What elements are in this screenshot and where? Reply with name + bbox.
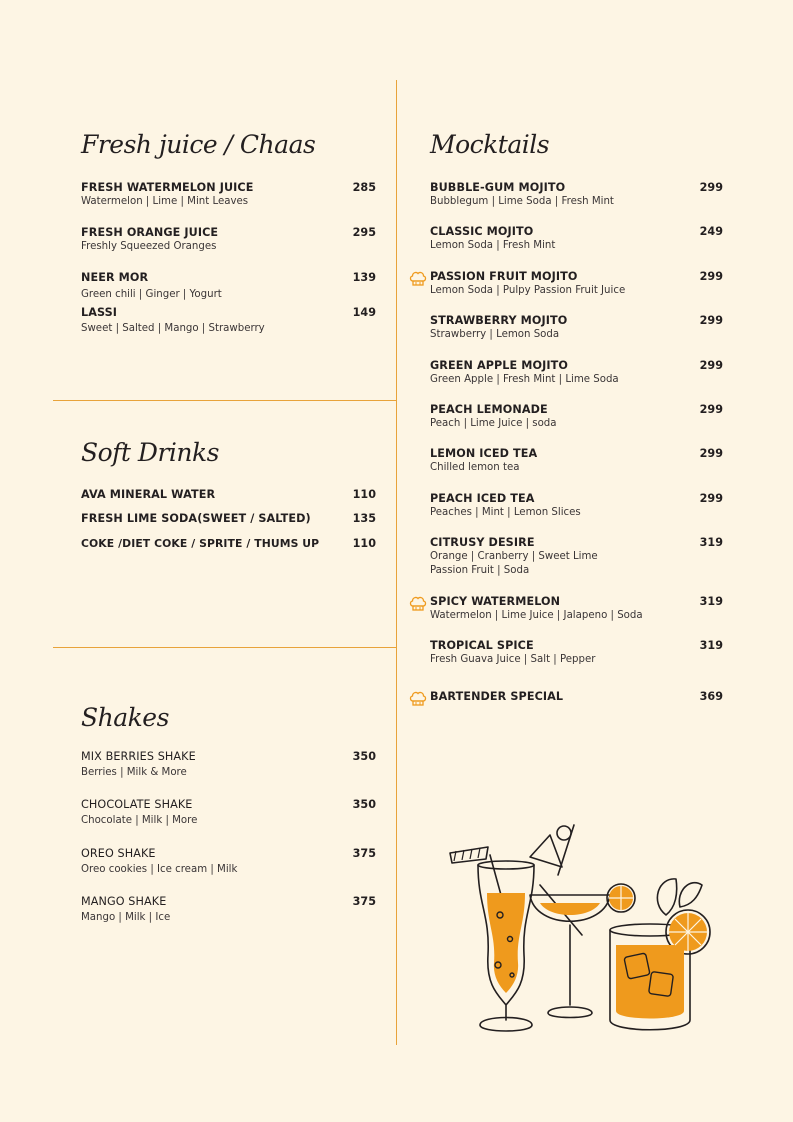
item-price: 299 (699, 314, 723, 327)
section-title-mocktails: Mocktails (430, 130, 550, 159)
menu-item (430, 359, 619, 387)
menu-item (81, 181, 253, 209)
item-name: CHOCOLATE SHAKE (81, 798, 193, 811)
menu-item (430, 403, 557, 431)
menu-item (81, 537, 319, 551)
item-price: 135 (352, 512, 376, 525)
item-name: BARTENDER SPECIAL (430, 690, 564, 703)
item-desc: Passion Fruit | Soda (430, 565, 530, 576)
item-price: 110 (352, 488, 376, 501)
menu-item (81, 306, 265, 336)
menu-item (81, 226, 218, 254)
item-name: MANGO SHAKE (81, 895, 167, 908)
item-desc: Green chili | Ginger | Yogurt (81, 289, 222, 300)
menu-item (81, 488, 215, 502)
menu-item (81, 895, 170, 925)
item-name: FRESH LIME SODA(SWEET / SALTED) (81, 512, 311, 525)
item-name: LASSI (81, 306, 118, 319)
item-desc: Chocolate | Milk | More (81, 815, 198, 826)
menu-item (430, 492, 581, 520)
item-price: 299 (699, 447, 723, 460)
item-price: 375 (352, 895, 376, 908)
item-desc: Lemon Soda | Pulpy Passion Fruit Juice (430, 285, 626, 296)
item-desc: Watermelon | Lime Juice | Jalapeno | Soda (430, 610, 643, 621)
item-name: CITRUSY DESIRE (430, 536, 535, 549)
item-price: 285 (352, 181, 376, 194)
item-name: SPICY WATERMELON (430, 595, 561, 608)
item-name: FRESH ORANGE JUICE (81, 226, 219, 239)
item-desc: Green Apple | Fresh Mint | Lime Soda (430, 374, 619, 385)
item-name: CLASSIC MOJITO (430, 225, 534, 238)
item-name: BUBBLE-GUM MOJITO (430, 181, 566, 194)
item-price: 110 (352, 537, 376, 550)
section-divider (53, 400, 396, 401)
menu-item (430, 181, 614, 209)
item-name: FRESH WATERMELON JUICE (81, 181, 254, 194)
item-name: NEER MOR (81, 271, 149, 284)
item-desc: Sweet | Salted | Mango | Strawberry (81, 323, 265, 334)
section-title-soft-drinks: Soft Drinks (81, 438, 219, 467)
section-title-juice: Fresh juice / Chaas (81, 130, 316, 159)
item-price: 350 (352, 750, 376, 763)
menu-item (430, 536, 598, 578)
item-price: 375 (352, 847, 376, 860)
item-name: PEACH LEMONADE (430, 403, 548, 416)
menu-item (81, 847, 237, 877)
item-price: 319 (699, 536, 723, 549)
item-name: AVA MINERAL WATER (81, 488, 216, 501)
chef-hat-icon (408, 593, 428, 613)
item-name: GREEN APPLE MOJITO (430, 359, 568, 372)
chef-hat-icon (408, 688, 428, 708)
menu-item (81, 271, 222, 302)
item-desc: Strawberry | Lemon Soda (430, 329, 560, 340)
item-desc: Watermelon | Lime | Mint Leaves (81, 196, 249, 207)
item-desc: Peaches | Mint | Lemon Slices (430, 507, 581, 518)
item-price: 299 (699, 492, 723, 505)
menu-item (81, 512, 311, 526)
item-name: COKE /DIET COKE / SPRITE / THUMS UP (81, 537, 320, 550)
item-price: 299 (699, 181, 723, 194)
item-price: 369 (699, 690, 723, 703)
item-desc: Oreo cookies | Ice cream | Milk (81, 864, 238, 875)
cocktail-glasses-illustration (440, 815, 730, 1045)
menu-item (430, 270, 625, 298)
item-name: PASSION FRUIT MOJITO (430, 270, 578, 283)
item-name: LEMON ICED TEA (430, 447, 538, 460)
item-price: 299 (699, 403, 723, 416)
item-desc: Mango | Milk | Ice (81, 912, 171, 923)
item-price: 319 (699, 595, 723, 608)
menu-item (430, 314, 567, 342)
item-name: MIX BERRIES SHAKE (81, 750, 196, 763)
item-desc: Peach | Lime Juice | soda (430, 418, 557, 429)
item-price: 149 (352, 306, 376, 319)
item-desc: Lemon Soda | Fresh Mint (430, 240, 556, 251)
item-price: 249 (699, 225, 723, 238)
item-desc: Berries | Milk & More (81, 767, 187, 778)
section-divider (53, 647, 396, 648)
menu-item (430, 447, 537, 475)
column-divider (396, 80, 397, 1045)
item-name: TROPICAL SPICE (430, 639, 534, 652)
menu-item (430, 595, 643, 623)
item-price: 319 (699, 639, 723, 652)
menu-item (430, 639, 595, 667)
item-desc: Fresh Guava Juice | Salt | Pepper (430, 654, 596, 665)
item-desc: Chilled lemon tea (430, 462, 520, 473)
item-name: PEACH ICED TEA (430, 492, 535, 505)
item-price: 299 (699, 359, 723, 372)
chef-hat-icon (408, 268, 428, 288)
item-price: 295 (352, 226, 376, 239)
item-desc: Bubblegum | Lime Soda | Fresh Mint (430, 196, 614, 207)
menu-item (430, 690, 563, 704)
menu-item (81, 798, 197, 828)
item-name: STRAWBERRY MOJITO (430, 314, 568, 327)
item-desc: Orange | Cranberry | Sweet Lime (430, 551, 598, 562)
item-desc: Freshly Squeezed Oranges (81, 241, 217, 252)
item-price: 299 (699, 270, 723, 283)
menu-item (430, 225, 555, 253)
menu-item (81, 750, 196, 780)
item-price: 350 (352, 798, 376, 811)
section-title-shakes: Shakes (81, 703, 169, 732)
item-name: OREO SHAKE (81, 847, 156, 860)
item-price: 139 (352, 271, 376, 284)
